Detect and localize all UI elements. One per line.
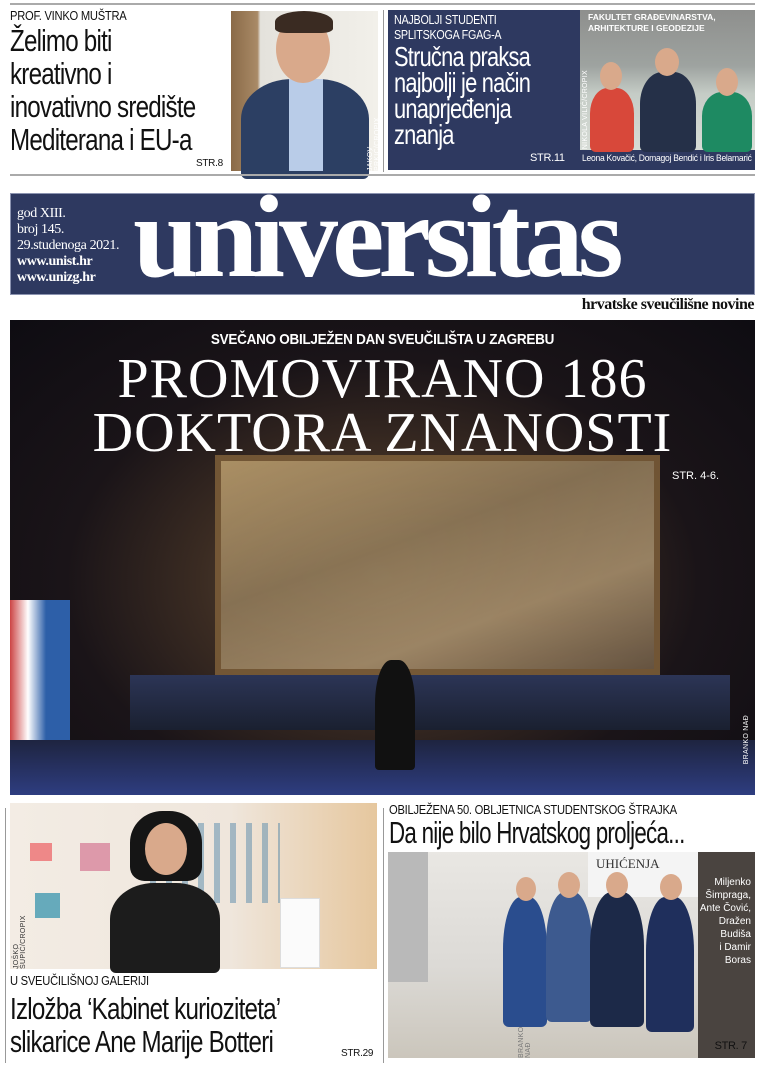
masthead[interactable] [10,171,755,302]
story-kicker: U SVEUČILIŠNOJ GALERIJI [10,973,149,988]
lead-kicker: SVEČANO OBILJEŽEN DAN SVEUČILIŠTA U ZAGREBU [210,331,555,348]
photo-caption: Miljenko Šimpraga, Ante Čović, Dražen Budiša i Damir Boras [699,877,751,966]
exhibit-sign: UHIĆENJA [596,856,660,871]
headline-line: inovativno središte [10,89,196,124]
flags [10,600,70,760]
building-sign: FAKULTET GRAĐEVINARSTVA, ARHITEKTURE I GEODEZIJE [588,12,716,33]
story-headline [10,991,281,1059]
photo-credit: BRANKO NAĐ [743,715,750,765]
story-top-left[interactable] [10,8,228,156]
story-kicker: OBILJEŽENA 50. OBLJETNICA STUDENTSKOG ŠTRAJKA [389,802,677,817]
headline-line: slikarice Ane Marije Botteri [10,1024,274,1059]
headline-line: unaprjeđenja [394,93,511,124]
link-unist[interactable]: www.unist.hr [17,254,93,269]
masthead-logo: universitas [133,171,618,302]
masthead-subtitle: hrvatske sveučilišne novine [581,296,754,313]
link-unizg[interactable]: www.unizg.hr [17,270,96,285]
photo-caption: Leona Kovačić, Domagoj Bendić i Iris Belamarić [582,153,752,164]
story-kicker: PROF. VINKO MUŠTRA [10,8,127,23]
headline-line: Mediterana i EU-a [10,122,192,157]
top-rule [10,3,755,5]
story-headline [394,41,531,150]
issue-date: 29.studenoga 2021. [17,238,120,253]
rector-figure [375,660,415,770]
column-divider [5,808,6,1063]
headline-line: Želimo biti [10,23,112,58]
column-divider [383,808,384,1063]
column-divider [383,10,384,172]
photo-credit: NIKOLA VILIĆ/CROPIX [582,70,589,150]
photo-credit: JAKOV PRKIĆ/CROPIX [367,117,381,171]
photo-credit: BRANKO NAĐ [518,1026,532,1058]
page-ref: STR.8 [196,158,223,169]
headline-line: Stručna praksa [394,41,530,72]
page-ref: STR.11 [530,152,565,164]
page-ref: STR.29 [341,1048,374,1059]
photo-credit: JOŠKO ŠUPIĆ/CROPIX [13,915,27,969]
photo-portrait [231,11,381,171]
headline-line: najbolji je način [394,67,531,98]
issue-info [17,206,119,286]
page-ref: STR. 7 [714,1040,747,1052]
story-bottom-left[interactable] [10,973,340,1058]
headline-line: PROMOVIRANO 186 [117,348,648,410]
story-headline[interactable] [10,23,196,157]
stage-painting [215,455,660,675]
story-bottom-right[interactable] [389,802,755,848]
story-top-right[interactable] [388,10,755,170]
issue-number: broj 145. [17,222,64,237]
headline-line: DOKTORA ZNANOSTI [92,402,673,464]
headline-line: znanja [394,119,454,150]
story-kicker [394,13,501,43]
photo-exhibition [388,852,755,1058]
photo-students [580,10,755,150]
audience-rows [130,675,730,730]
lead-headline [10,348,755,464]
story-headline: Da nije bilo Hrvatskog proljeća... [389,815,685,850]
headline-line: kreativno i [10,56,112,91]
photo-gallery [10,803,377,969]
issue-year: god XIII. [17,206,66,221]
page-ref: STR. 4-6. [672,470,720,482]
kicker-line: NAJBOLJI STUDENTI [394,13,497,27]
headline-line: Izložba ‘Kabinet kurioziteta’ [10,991,281,1026]
kicker-line: SPLITSKOGA FGAG-A [394,28,502,42]
lead-story[interactable] [10,320,755,795]
